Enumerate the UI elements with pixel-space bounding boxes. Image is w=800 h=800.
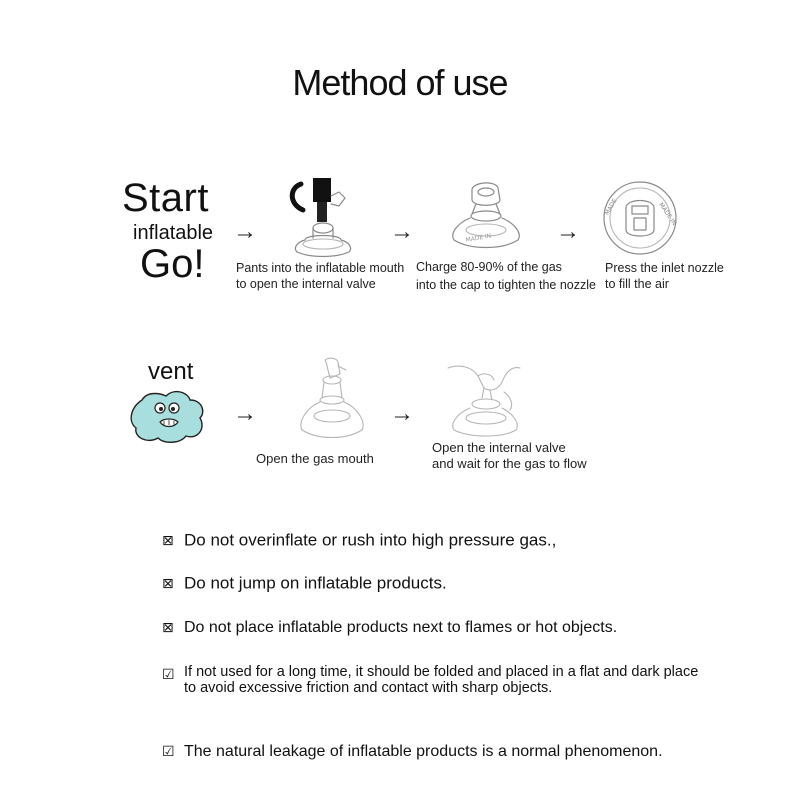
rule-text-4-line-1: If not used for a long time, it should be folded and placed in a flat and dark place [184, 664, 699, 680]
vent-step-2-line-2: and wait for the gas to flow [432, 456, 587, 471]
inflate-step-2-line-2: into the cap to tighten the nozzle [416, 278, 596, 292]
inflate-step-1-line-2: to open the internal valve [236, 277, 376, 291]
pump-nozzle-illustration [283, 178, 363, 260]
rule-text-2: Do not jump on inflatable products. [184, 573, 447, 593]
valve-top-view-illustration [600, 178, 680, 258]
vent-step-2-caption [432, 440, 587, 472]
vent-label: vent [148, 358, 194, 385]
vent-step-1-line-1: Open the gas mouth [256, 451, 374, 466]
start-label: Start [122, 176, 209, 220]
inflatable-label: inflatable [133, 222, 214, 244]
inflate-step-1-line-1: Pants into the inflatable mouth [236, 261, 405, 275]
vent-arrow-1: → [233, 400, 257, 427]
rule-text-3: Do not place inflatable products next to flames or hot objects. [184, 619, 618, 636]
inflate-step-3-line-1: Press the inlet nozzle [605, 261, 724, 275]
go-label: Go! [140, 242, 205, 286]
rule-item-3 [162, 619, 617, 637]
rule-item-1 [162, 530, 556, 551]
crossed-box-icon: ⊠ [162, 532, 174, 549]
rule-text-4 [184, 664, 698, 696]
svg-text:MADE: MADE [603, 197, 619, 217]
rule-item-4 [162, 664, 698, 696]
arrow-1: → [233, 218, 257, 245]
rule-item-2 [162, 573, 447, 594]
inflate-step-2-line-1: Charge 80-90% of the gas [416, 260, 562, 274]
arrow-3: → [556, 218, 580, 245]
crossed-box-icon: ⊠ [162, 575, 174, 592]
rule-text-4-line-2: to avoid excessive friction and contact with sharp objects. [184, 680, 553, 696]
open-gas-mouth-illustration [292, 358, 372, 444]
checked-box-icon: ☑ [162, 744, 175, 760]
open-internal-valve-illustration [444, 362, 524, 440]
inflate-step-3-line-2: to fill the air [605, 277, 669, 291]
mascot-blob-icon [128, 388, 208, 446]
vent-step-1-caption [256, 451, 374, 467]
vent-arrow-2: → [390, 400, 414, 427]
svg-text:MADE IN: MADE IN [465, 232, 492, 244]
page-title: Method of use [292, 62, 508, 103]
rule-text-1: Do not overinflate or rush into high pressure gas., [184, 530, 557, 550]
arrow-2: → [390, 218, 414, 245]
crossed-box-icon: ⊠ [162, 620, 174, 636]
inflate-step-2-caption [416, 259, 596, 293]
vent-step-2-line-1: Open the internal valve [432, 440, 566, 455]
inflate-step-3-caption [605, 260, 724, 292]
inflate-step-1-caption [236, 260, 404, 292]
rule-text-5: The natural leakage of inflatable products is a normal phenomenon. [184, 743, 663, 760]
valve-cap-illustration [446, 180, 526, 260]
svg-text:MADE IN: MADE IN [657, 201, 678, 227]
rule-item-5 [162, 743, 663, 761]
checked-box-icon: ☑ [162, 667, 175, 683]
